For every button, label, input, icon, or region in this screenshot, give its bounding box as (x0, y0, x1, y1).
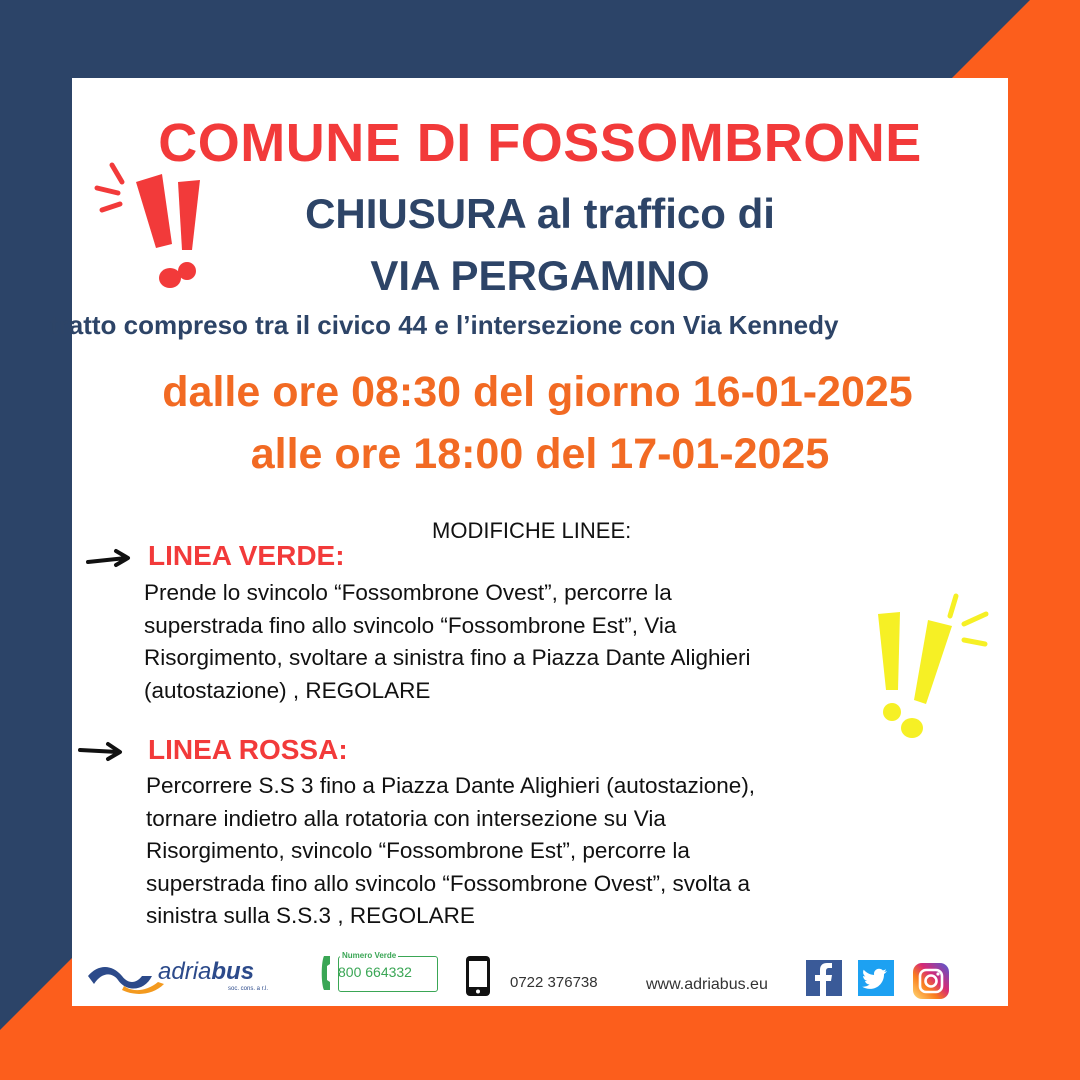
line-rossa-description (146, 770, 755, 933)
line-verde-description (144, 577, 751, 707)
text-line: superstrada fino allo svincolo “Fossombrone Ovest”, svolta a (146, 870, 751, 896)
text-line: Risorgimento, svincolo “Fossombrone Est”, percorre la (146, 838, 690, 863)
date-from: dalle ore 08:30 del giorno 16-01-2025 (162, 368, 913, 416)
phone-handset-icon (320, 954, 336, 992)
brand-tagline: soc. cons. a r.l. (228, 986, 269, 992)
brand-name (158, 958, 254, 986)
text-line: tornare indietro alla rotatoria con intersezione su Via (146, 805, 666, 831)
text-line: Percorrere S.S 3 fino a Piazza Dante Alighieri (autostazione), (146, 773, 756, 798)
toll-free-number: 800 664332 (338, 964, 412, 980)
brand-bold: bus (211, 958, 255, 985)
line-verde-title: LINEA VERDE: (148, 540, 345, 571)
date-to: alle ore 18:00 del 17-01-2025 (250, 430, 830, 478)
text-line: superstrada fino allo svincolo “Fossombrone Est”, Via (144, 612, 677, 638)
facebook-icon[interactable] (806, 960, 842, 996)
website-link[interactable]: www.adriabus.eu (646, 976, 768, 993)
page-title: COMUNE DI FOSSOMBRONE (158, 113, 922, 173)
adriabus-logo (86, 958, 296, 998)
instagram-icon[interactable] (912, 962, 950, 1000)
text-line: Risorgimento, svoltare a sinistra fino a Piazza Dante Alighieri (144, 645, 751, 670)
twitter-icon[interactable] (858, 960, 894, 996)
toll-free-label: Numero Verde (342, 951, 397, 960)
phone-number: 0722 376738 (510, 974, 598, 991)
toll-free-box (320, 952, 440, 996)
street-name: VIA PERGAMINO (370, 252, 710, 299)
text-line: (autostazione) , REGOLARE (144, 677, 431, 703)
mobile-phone-icon (464, 955, 492, 997)
text-line: Prende lo svincolo “Fossombrone Ovest”, percorre la (144, 580, 672, 605)
brand-main: adria (158, 958, 212, 985)
yellow-exclamation-icon (870, 590, 995, 745)
wave-logo-icon (86, 962, 166, 994)
line-rossa-title: LINEA ROSSA: (148, 734, 348, 765)
text-line: sinistra sulla S.S.3 , REGOLARE (146, 903, 475, 928)
closure-heading: CHIUSURA al traffico di (305, 190, 775, 237)
section-note: tratto compreso tra il civico 44 e l’intersezione con Via Kennedy (50, 310, 839, 340)
modifications-heading: MODIFICHE LINEE: (432, 518, 632, 543)
arrow-right-icon (86, 548, 132, 570)
arrow-right-icon (78, 740, 124, 762)
